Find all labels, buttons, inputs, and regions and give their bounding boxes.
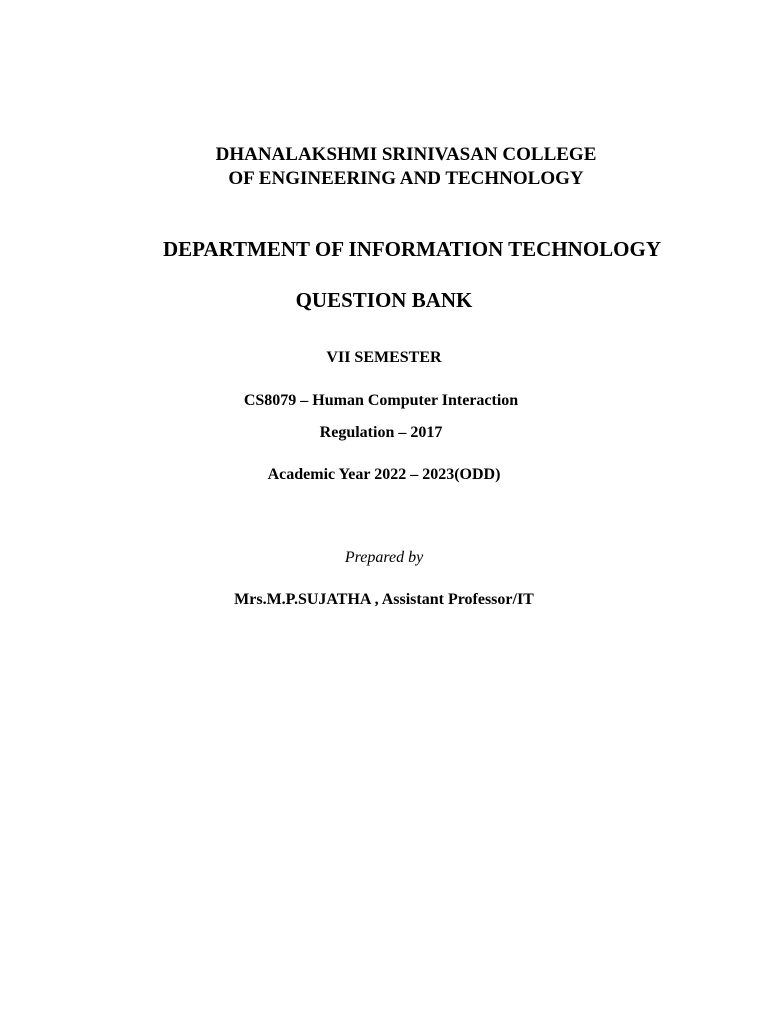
department-title: DEPARTMENT OF INFORMATION TECHNOLOGY: [162, 237, 662, 261]
author-name: Mrs.M.P.SUJATHA , Assistant Professor/IT: [234, 591, 534, 608]
college-name-line1: DHANALAKSHMI SRINIVASAN COLLEGE: [215, 144, 597, 165]
prepared-by-label: Prepared by: [344, 549, 424, 566]
regulation-label: Regulation – 2017: [319, 424, 443, 441]
college-name-line2: OF ENGINEERING AND TECHNOLOGY: [228, 168, 584, 189]
course-title: CS8079 – Human Computer Interaction: [243, 392, 519, 409]
document-title: QUESTION BANK: [295, 288, 473, 312]
semester-label: VII SEMESTER: [326, 349, 442, 366]
academic-year-label: Academic Year 2022 – 2023(ODD): [267, 466, 501, 483]
